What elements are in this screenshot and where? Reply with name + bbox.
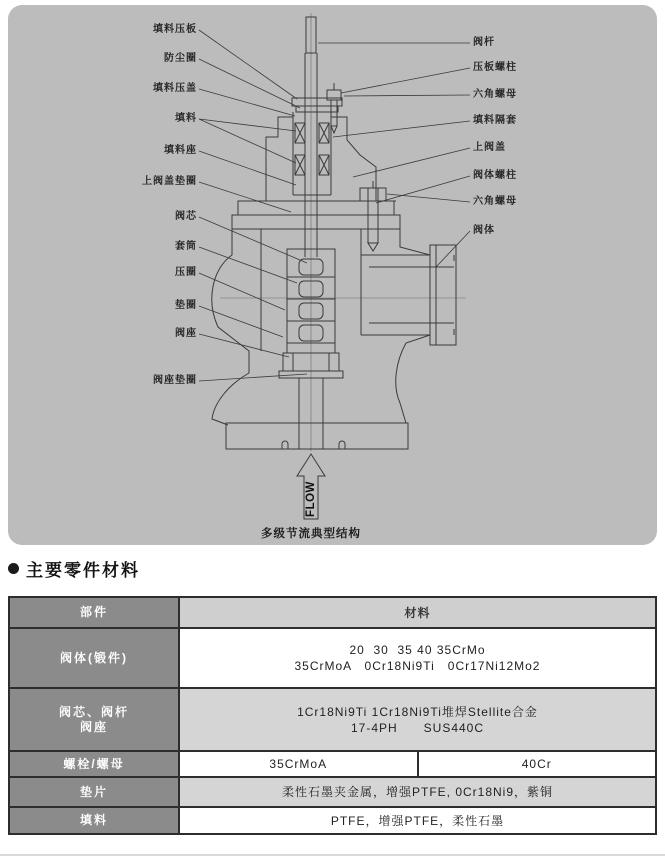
table-row bbox=[10, 687, 655, 750]
label-press-ring: 压圈 bbox=[175, 267, 197, 278]
material-line: 40Cr bbox=[521, 757, 552, 771]
material-line: PTFE，增强PTFE，柔性石墨 bbox=[330, 813, 505, 828]
leader-lines-right bbox=[318, 43, 470, 267]
label-hex-nut-lower: 六角螺母 bbox=[473, 196, 517, 207]
diagram-caption: 多级节流典型结构 bbox=[261, 528, 361, 540]
part-label: 阀体(锻件) bbox=[60, 650, 128, 665]
material-line: 35CrMoA bbox=[269, 757, 328, 771]
table-row bbox=[10, 776, 655, 806]
label-body-stud: 阀体螺柱 bbox=[473, 170, 517, 181]
label-packing-gland: 填料压盖 bbox=[153, 83, 197, 94]
material-line: 35CrMoA 0Cr18Ni9Ti 0Cr17Ni12Mo2 bbox=[294, 659, 541, 673]
part-cell-gasket bbox=[10, 778, 180, 806]
table-row bbox=[10, 750, 655, 776]
centerlines bbox=[220, 13, 466, 451]
bottom-flange bbox=[226, 378, 408, 449]
flow-arrow bbox=[297, 454, 325, 519]
materials-table bbox=[8, 596, 657, 835]
label-packing: 填料 bbox=[175, 113, 197, 124]
body-stud-and-nut bbox=[360, 181, 386, 251]
material-split-cells bbox=[180, 752, 655, 776]
header-material-label: 材料 bbox=[404, 605, 431, 620]
label-packing-spacer: 填料隔套 bbox=[473, 115, 517, 126]
label-cage: 套筒 bbox=[175, 241, 197, 252]
material-line: 17-4PH SUS440C bbox=[350, 720, 485, 735]
label-packing-gland-plate: 填料压板 bbox=[153, 24, 197, 35]
packing-rings bbox=[295, 123, 329, 175]
label-body: 阀体 bbox=[473, 225, 495, 236]
label-stem: 阀杆 bbox=[473, 37, 495, 48]
material-cell-valve-body bbox=[180, 629, 655, 687]
part-label: 阀座 bbox=[79, 719, 108, 734]
header-part-cell bbox=[10, 598, 180, 627]
label-washer: 垫圈 bbox=[175, 300, 197, 311]
table-header-row bbox=[10, 598, 655, 627]
material-line: 柔性石墨夹金属，增强PTFE, 0Cr18Ni9，紫铜 bbox=[281, 785, 554, 799]
part-cell-trim bbox=[10, 689, 180, 750]
material-cell-packing bbox=[180, 808, 655, 833]
valve-cross-section-drawing bbox=[8, 5, 657, 545]
page-bottom-rule bbox=[0, 854, 665, 856]
label-seat: 阀座 bbox=[175, 328, 197, 339]
part-cell-bolts bbox=[10, 752, 180, 776]
table-row bbox=[10, 806, 655, 833]
label-hex-nut-upper: 六角螺母 bbox=[473, 89, 517, 100]
material-line: 1Cr18Ni9Ti 1Cr18Ni9Ti堆焊Stellite合金 bbox=[297, 704, 538, 719]
label-packing-seat: 填料座 bbox=[164, 145, 197, 156]
leader-lines-left bbox=[199, 30, 307, 381]
part-cell-valve-body bbox=[10, 629, 180, 687]
part-label: 垫片 bbox=[79, 784, 108, 799]
table-row bbox=[10, 627, 655, 687]
part-label: 填料 bbox=[79, 813, 108, 827]
valve-body bbox=[212, 229, 456, 425]
label-plug: 阀芯 bbox=[175, 211, 197, 222]
material-cell-trim bbox=[180, 689, 655, 750]
packing-box bbox=[293, 112, 331, 195]
bullet-icon bbox=[8, 563, 19, 574]
material-line: 20 30 35 40 35CrMo bbox=[349, 643, 486, 657]
label-bonnet-gasket: 上阀盖垫圈 bbox=[142, 176, 197, 187]
material-cell-bolt-right bbox=[417, 752, 656, 776]
section-title: 主要零件材料 bbox=[26, 561, 140, 580]
part-label: 螺栓/螺母 bbox=[63, 756, 125, 771]
label-dust-ring: 防尘圈 bbox=[164, 53, 197, 64]
label-gland-stud: 压板螺柱 bbox=[473, 62, 517, 73]
header-material-cell bbox=[180, 598, 655, 627]
diagram-panel bbox=[8, 5, 657, 545]
part-cell-packing bbox=[10, 808, 180, 833]
label-bonnet: 上阀盖 bbox=[473, 142, 506, 153]
label-seat-gasket: 阀座垫圈 bbox=[153, 375, 197, 386]
part-label: 阀芯、阀杆 bbox=[58, 704, 129, 719]
material-cell-gasket bbox=[180, 778, 655, 806]
flow-arrow-label: FLOW bbox=[305, 481, 317, 517]
material-cell-bolt-left bbox=[180, 752, 417, 776]
section-header bbox=[8, 556, 140, 581]
header-part-label: 部件 bbox=[79, 605, 108, 619]
bonnet bbox=[232, 117, 400, 229]
